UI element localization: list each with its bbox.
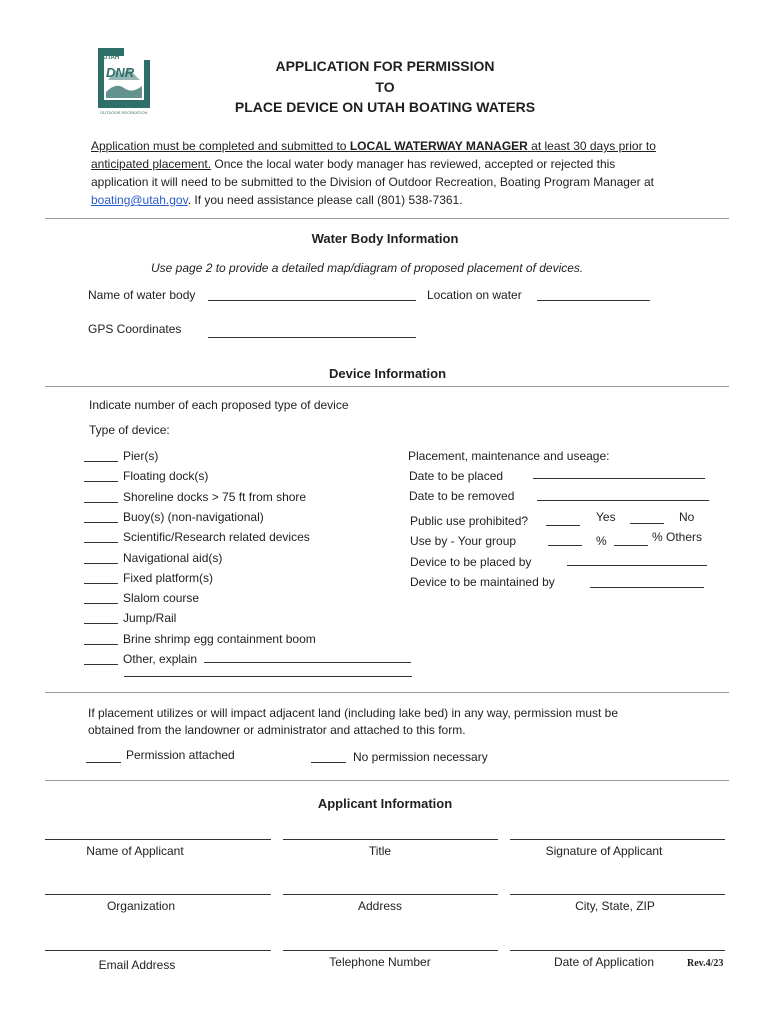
device-count-field[interactable] [84,603,118,604]
location-field[interactable] [537,300,650,301]
no-permission-label: No permission necessary [353,750,488,764]
device-heading: Device Information [328,366,447,381]
use-by-label: Use by - Your group [410,534,517,548]
other-explain-field-2[interactable] [124,676,412,677]
device-count-field[interactable] [84,664,118,665]
organization-field[interactable] [45,894,271,895]
device-type-label: Navigational aid(s) [123,550,223,565]
device-type-label: Shoreline docks > 75 ft from shore [123,489,307,504]
applicant-name-label: Name of Applicant [86,844,184,858]
revision-label: Rev.4/23 [687,958,724,969]
intro-part-2: Once the local water body manager has reviewed, accepted or rejected this application it will need to be submitted to the Division of Outdoor Recreation, Boating Program Manager at [91,157,654,189]
device-type-label: Fixed platform(s) [123,570,214,585]
intro-part-3: . If you need assistance please call (801) 538-7361. [187,193,463,207]
title-line-3: PLACE DEVICE ON UTAH BOATING WATERS [234,99,536,115]
public-use-no-field[interactable] [630,523,664,524]
no-label: No [679,510,695,524]
water-body-note: Use page 2 to provide a detailed map/diagram of proposed placement of devices. [151,261,584,275]
divider [45,386,729,387]
placement-heading: Placement, maintenance and useage: [408,449,610,463]
logo-main-text: DNR [106,65,135,80]
applicant-heading: Applicant Information [317,796,453,811]
intro-paragraph [91,137,671,209]
device-indicate-text: Indicate number of each proposed type of device [89,398,349,412]
water-body-name-field[interactable] [208,300,416,301]
device-type-label: Buoy(s) (non-navigational) [123,509,264,524]
email-field[interactable] [45,950,271,951]
water-body-heading: Water Body Information [311,231,459,246]
water-body-name-label: Name of water body [88,288,196,302]
device-type-label: Slalom course [123,591,200,606]
address-label: Address [357,899,403,913]
title-line-1: APPLICATION FOR PERMISSION [275,58,495,74]
divider [45,780,729,781]
date-of-application-label: Date of Application [553,955,655,969]
permission-attached-label: Permission attached [126,748,235,762]
device-type-label: Type of device: [89,423,170,437]
device-count-field[interactable] [84,461,118,462]
divider [45,218,729,219]
device-count-field[interactable] [84,481,118,482]
device-count-field[interactable] [84,522,118,523]
signature-label: Signature of Applicant [545,844,663,858]
maintained-by-label: Device to be maintained by [410,575,555,589]
date-placed-label: Date to be placed [409,469,504,483]
device-type-label: Pier(s) [123,449,159,463]
telephone-label: Telephone Number [329,955,431,969]
city-state-zip-field[interactable] [510,894,725,895]
divider [45,692,729,693]
device-count-field[interactable] [84,542,118,543]
intro-bold: LOCAL WATERWAY MANAGER [349,139,528,153]
maintained-by-field[interactable] [590,587,704,588]
land-text-1: If placement utilizes or will impact adjacent land (including lake bed) in any way, permission must be [88,706,619,720]
title-field[interactable] [283,839,498,840]
permission-attached-field[interactable] [86,762,121,763]
device-type-label: Jump/Rail [123,611,177,626]
email-link[interactable]: boating@utah.gov [91,193,188,207]
logo-top-text: UTAH [103,55,120,61]
device-count-field[interactable] [84,502,118,503]
email-address-label: Email Address [98,958,176,972]
logo-bottom-text: OUTDOOR RECREATION [100,110,148,115]
intro-part-1: Application must be completed and submitted to [91,139,350,153]
title-label: Title [368,844,392,858]
title-line-2: TO [375,79,395,95]
public-use-label: Public use prohibited? [410,514,529,528]
device-type-label: Other, explain [123,652,198,666]
dnr-logo [94,46,154,118]
location-label: Location on water [427,288,522,302]
signature-field[interactable] [510,839,725,840]
device-count-field[interactable] [84,644,118,645]
telephone-field[interactable] [283,950,498,951]
organization-label: Organization [106,899,176,913]
placed-by-label: Device to be placed by [410,555,532,569]
device-type-label: Scientific/Research related devices [123,530,310,545]
gps-label: GPS Coordinates [88,322,182,336]
gps-field[interactable] [208,337,416,338]
no-permission-field[interactable] [311,762,346,763]
placed-by-field[interactable] [567,565,707,566]
device-count-field[interactable] [84,563,118,564]
intro-part-1-end: at least 30 days prior to anticipated placement. [91,139,656,171]
applicant-name-field[interactable] [45,839,271,840]
yes-label: Yes [596,510,616,524]
device-type-label: Floating dock(s) [123,469,209,484]
date-of-application-field[interactable] [510,950,725,951]
public-use-yes-field[interactable] [546,525,580,526]
date-placed-field[interactable] [533,478,705,479]
other-explain-field[interactable] [204,662,411,663]
land-text-2: obtained from the landowner or administrator and attached to this form. [88,723,466,737]
use-by-others-field[interactable] [614,545,648,546]
address-field[interactable] [283,894,498,895]
device-count-field[interactable] [84,583,118,584]
percent-label: % [596,534,607,548]
use-by-group-field[interactable] [548,545,582,546]
city-state-zip-label: City, State, ZIP [575,899,655,913]
date-removed-label: Date to be removed [409,489,515,503]
device-type-label: Brine shrimp egg containment boom [123,631,316,646]
percent-others-label: % Others [652,530,703,544]
date-removed-field[interactable] [537,500,709,501]
device-count-field[interactable] [84,623,118,624]
